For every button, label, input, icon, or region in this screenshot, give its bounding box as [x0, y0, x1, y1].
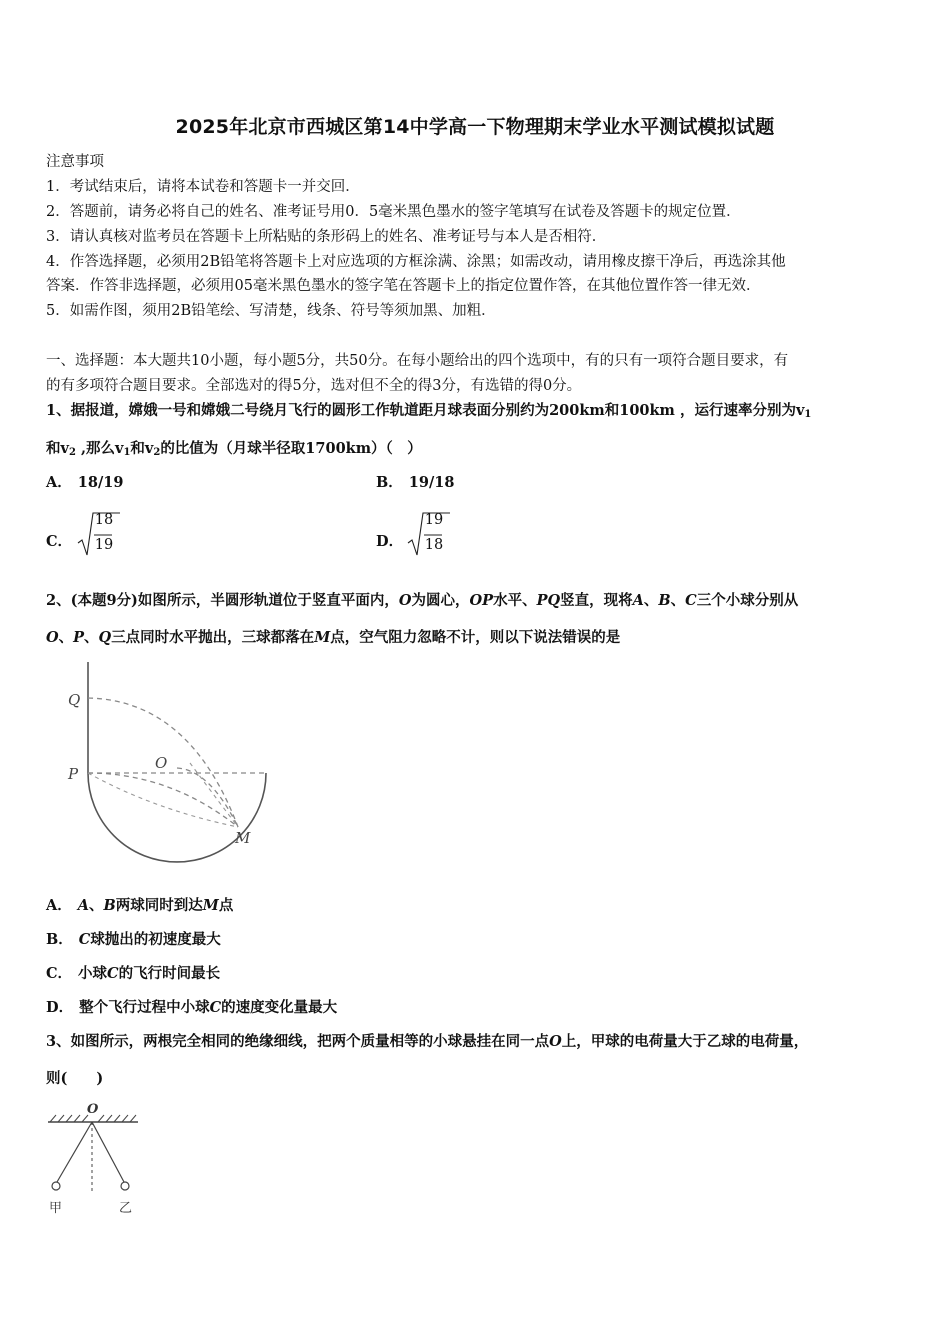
option-value: 18/19 [77, 474, 124, 491]
math-var: C [209, 999, 222, 1016]
label-q: Q [68, 691, 81, 709]
math-var: PQ [536, 592, 561, 609]
option-text: 两球同时到达 [115, 897, 203, 914]
q1-option-c[interactable] [46, 532, 72, 552]
q2-option-c[interactable] [46, 964, 220, 984]
option-text: 球抛出的初速度最大 [90, 931, 221, 948]
q1-text: 和v [130, 440, 154, 457]
option-label: C． [46, 965, 73, 982]
notice-item: 3．请认真核对监考员在答题卡上所粘贴的条形码上的姓名、准考证号与本人是否相符． [46, 229, 607, 245]
q2-text: 三个小球分别从 [696, 592, 799, 609]
option-label: A． [46, 897, 72, 914]
subscript: 1 [804, 409, 812, 420]
q2-text: 、 [670, 592, 686, 609]
notice-item: 4．作答选择题，必须用2B铅笔将答题卡上对应选项的方框涂满、涂黑；如需改动，请用橡皮擦干净后，再选涂其他 [46, 254, 786, 270]
q2-text: 为圆心， [411, 592, 470, 609]
label-o: O [155, 754, 168, 772]
math-var: P [73, 629, 85, 646]
q2-text: 竖直，现将 [560, 592, 633, 609]
notice-heading: 注意事项 [46, 154, 104, 170]
math-var: C [107, 965, 119, 982]
math-var: OP [469, 592, 494, 609]
math-var: A [632, 592, 644, 609]
math-var: B [103, 897, 116, 914]
subscript: 1 [123, 447, 131, 458]
q2-text: 、 [58, 629, 74, 646]
label-o: O [87, 1102, 99, 1117]
math-var: A [77, 897, 90, 914]
section-intro-line2: 的有多项符合题目要求。全部选对的得5分，选对但不全的得3分，有选错的得0分。 [46, 378, 582, 394]
numerator: 19 [424, 512, 444, 528]
option-label: B． [376, 474, 403, 491]
notice-item: 2．答题前，请务必将自己的姓名、准考证号用0．5毫米黑色墨水的签字笔填写在试卷及答题卡的规定位置． [46, 204, 741, 220]
label-p: P [68, 765, 79, 783]
option-label: D． [46, 999, 74, 1016]
math-var: M [314, 629, 331, 646]
subscript: 2 [153, 447, 161, 458]
option-label: C． [46, 533, 73, 550]
trajectory-o [177, 768, 238, 827]
sqrt-fraction [76, 509, 126, 559]
math-var: Q [98, 629, 112, 646]
label-yi: 乙 [119, 1201, 133, 1216]
q1-stem-line2 [46, 439, 422, 463]
q3-text: 上，甲球的电荷量大于乙球的电荷量， [561, 1033, 809, 1050]
q2-text: 、 [84, 629, 99, 646]
q2-option-d[interactable] [46, 998, 337, 1018]
section-intro-line1: 一、选择题：本大题共10小题，每小题5分，共50分。在每小题给出的四个选项中，有的只有一项符合题目要求，有 [46, 353, 789, 369]
option-text: 整个飞行过程中小球 [79, 999, 210, 1016]
notice-item: 1．考试结束后，请将本试卷和答题卡一并交回． [46, 179, 360, 195]
math-var: C [78, 931, 91, 948]
q2-text: 2、(本题9分)如图所示，半圆形轨道位于竖直平面内， [46, 592, 399, 609]
option-text: 、 [89, 897, 104, 914]
notice-item: 答案．作答非选择题，必须用05毫米黑色墨水的签字笔在答题卡上的指定位置作答，在其他位置作答一律无效． [46, 278, 761, 294]
math-var: M [202, 897, 219, 914]
q2-text: 点，空气阻力忽略不计，则以下说法错误的是 [330, 629, 621, 646]
q3-stem-line1 [46, 1032, 808, 1052]
q3-text: 3、如图所示，两根完全相同的绝缘细线，把两个质量相等的小球悬挂在同一点 [46, 1033, 550, 1050]
q2-stem-line2 [46, 628, 620, 648]
q1-stem-line1 [46, 401, 811, 425]
denominator: 18 [424, 537, 444, 553]
q1-option-d[interactable] [376, 532, 403, 552]
ball-yi [121, 1182, 129, 1190]
label-jia: 甲 [49, 1201, 63, 1216]
subscript: 2 [68, 447, 76, 458]
option-text: 的速度变化量最大 [221, 999, 338, 1016]
q3-stem-line2: 则( ) [46, 1070, 104, 1087]
math-var: O [549, 1033, 562, 1050]
option-text: 点 [218, 897, 234, 914]
q1-option-b[interactable] [376, 473, 454, 493]
math-var: B [658, 592, 671, 609]
q2-option-b[interactable] [46, 930, 221, 950]
q1-text: 的比值为（月球半径取1700km）（ ） [160, 440, 422, 457]
sqrt-fraction [406, 509, 456, 559]
q2-text: 、 [643, 592, 659, 609]
thread-yi [92, 1122, 124, 1182]
trajectory-p [88, 773, 238, 827]
numerator: 18 [94, 512, 114, 528]
option-label: A． [46, 474, 72, 491]
option-value: 19/18 [408, 474, 455, 491]
page-title: 2025年北京市西城区第14中学高一下物理期末学业水平测试模拟试题 [175, 116, 775, 138]
math-var: O [398, 592, 412, 609]
thread-jia [57, 1122, 92, 1182]
q2-stem-line1 [46, 591, 798, 611]
q2-text: 水平、 [493, 592, 537, 609]
option-text: 的飞行时间最长 [118, 965, 221, 982]
denominator: 19 [94, 537, 114, 553]
ball-jia [52, 1182, 60, 1190]
pendulum-figure [42, 1098, 152, 1218]
math-var: O [46, 629, 59, 646]
q1-text: 和v [46, 440, 69, 457]
trajectory-aux [88, 773, 238, 827]
q2-text: 三点同时水平抛出，三球都落在 [111, 629, 315, 646]
semicircle-track-figure [60, 660, 300, 865]
q2-option-a[interactable] [46, 896, 233, 916]
notice-item: 5．如需作图，须用2B铅笔绘、写清楚，线条、符号等须加黑、加粗． [46, 303, 496, 319]
math-var: C [685, 592, 697, 609]
label-m: M [235, 829, 251, 847]
option-label: D． [376, 533, 404, 550]
q1-option-a[interactable] [46, 473, 123, 493]
q1-text: ,那么v [75, 440, 124, 457]
option-text: 小球 [78, 965, 108, 982]
option-label: B． [46, 931, 73, 948]
q1-text: 1、据报道，嫦娥一号和嫦娥二号绕月飞行的圆形工作轨道距月球表面分别约为200km和100km ，运行速率分别为v [46, 402, 805, 419]
semicircle-track [88, 773, 266, 862]
